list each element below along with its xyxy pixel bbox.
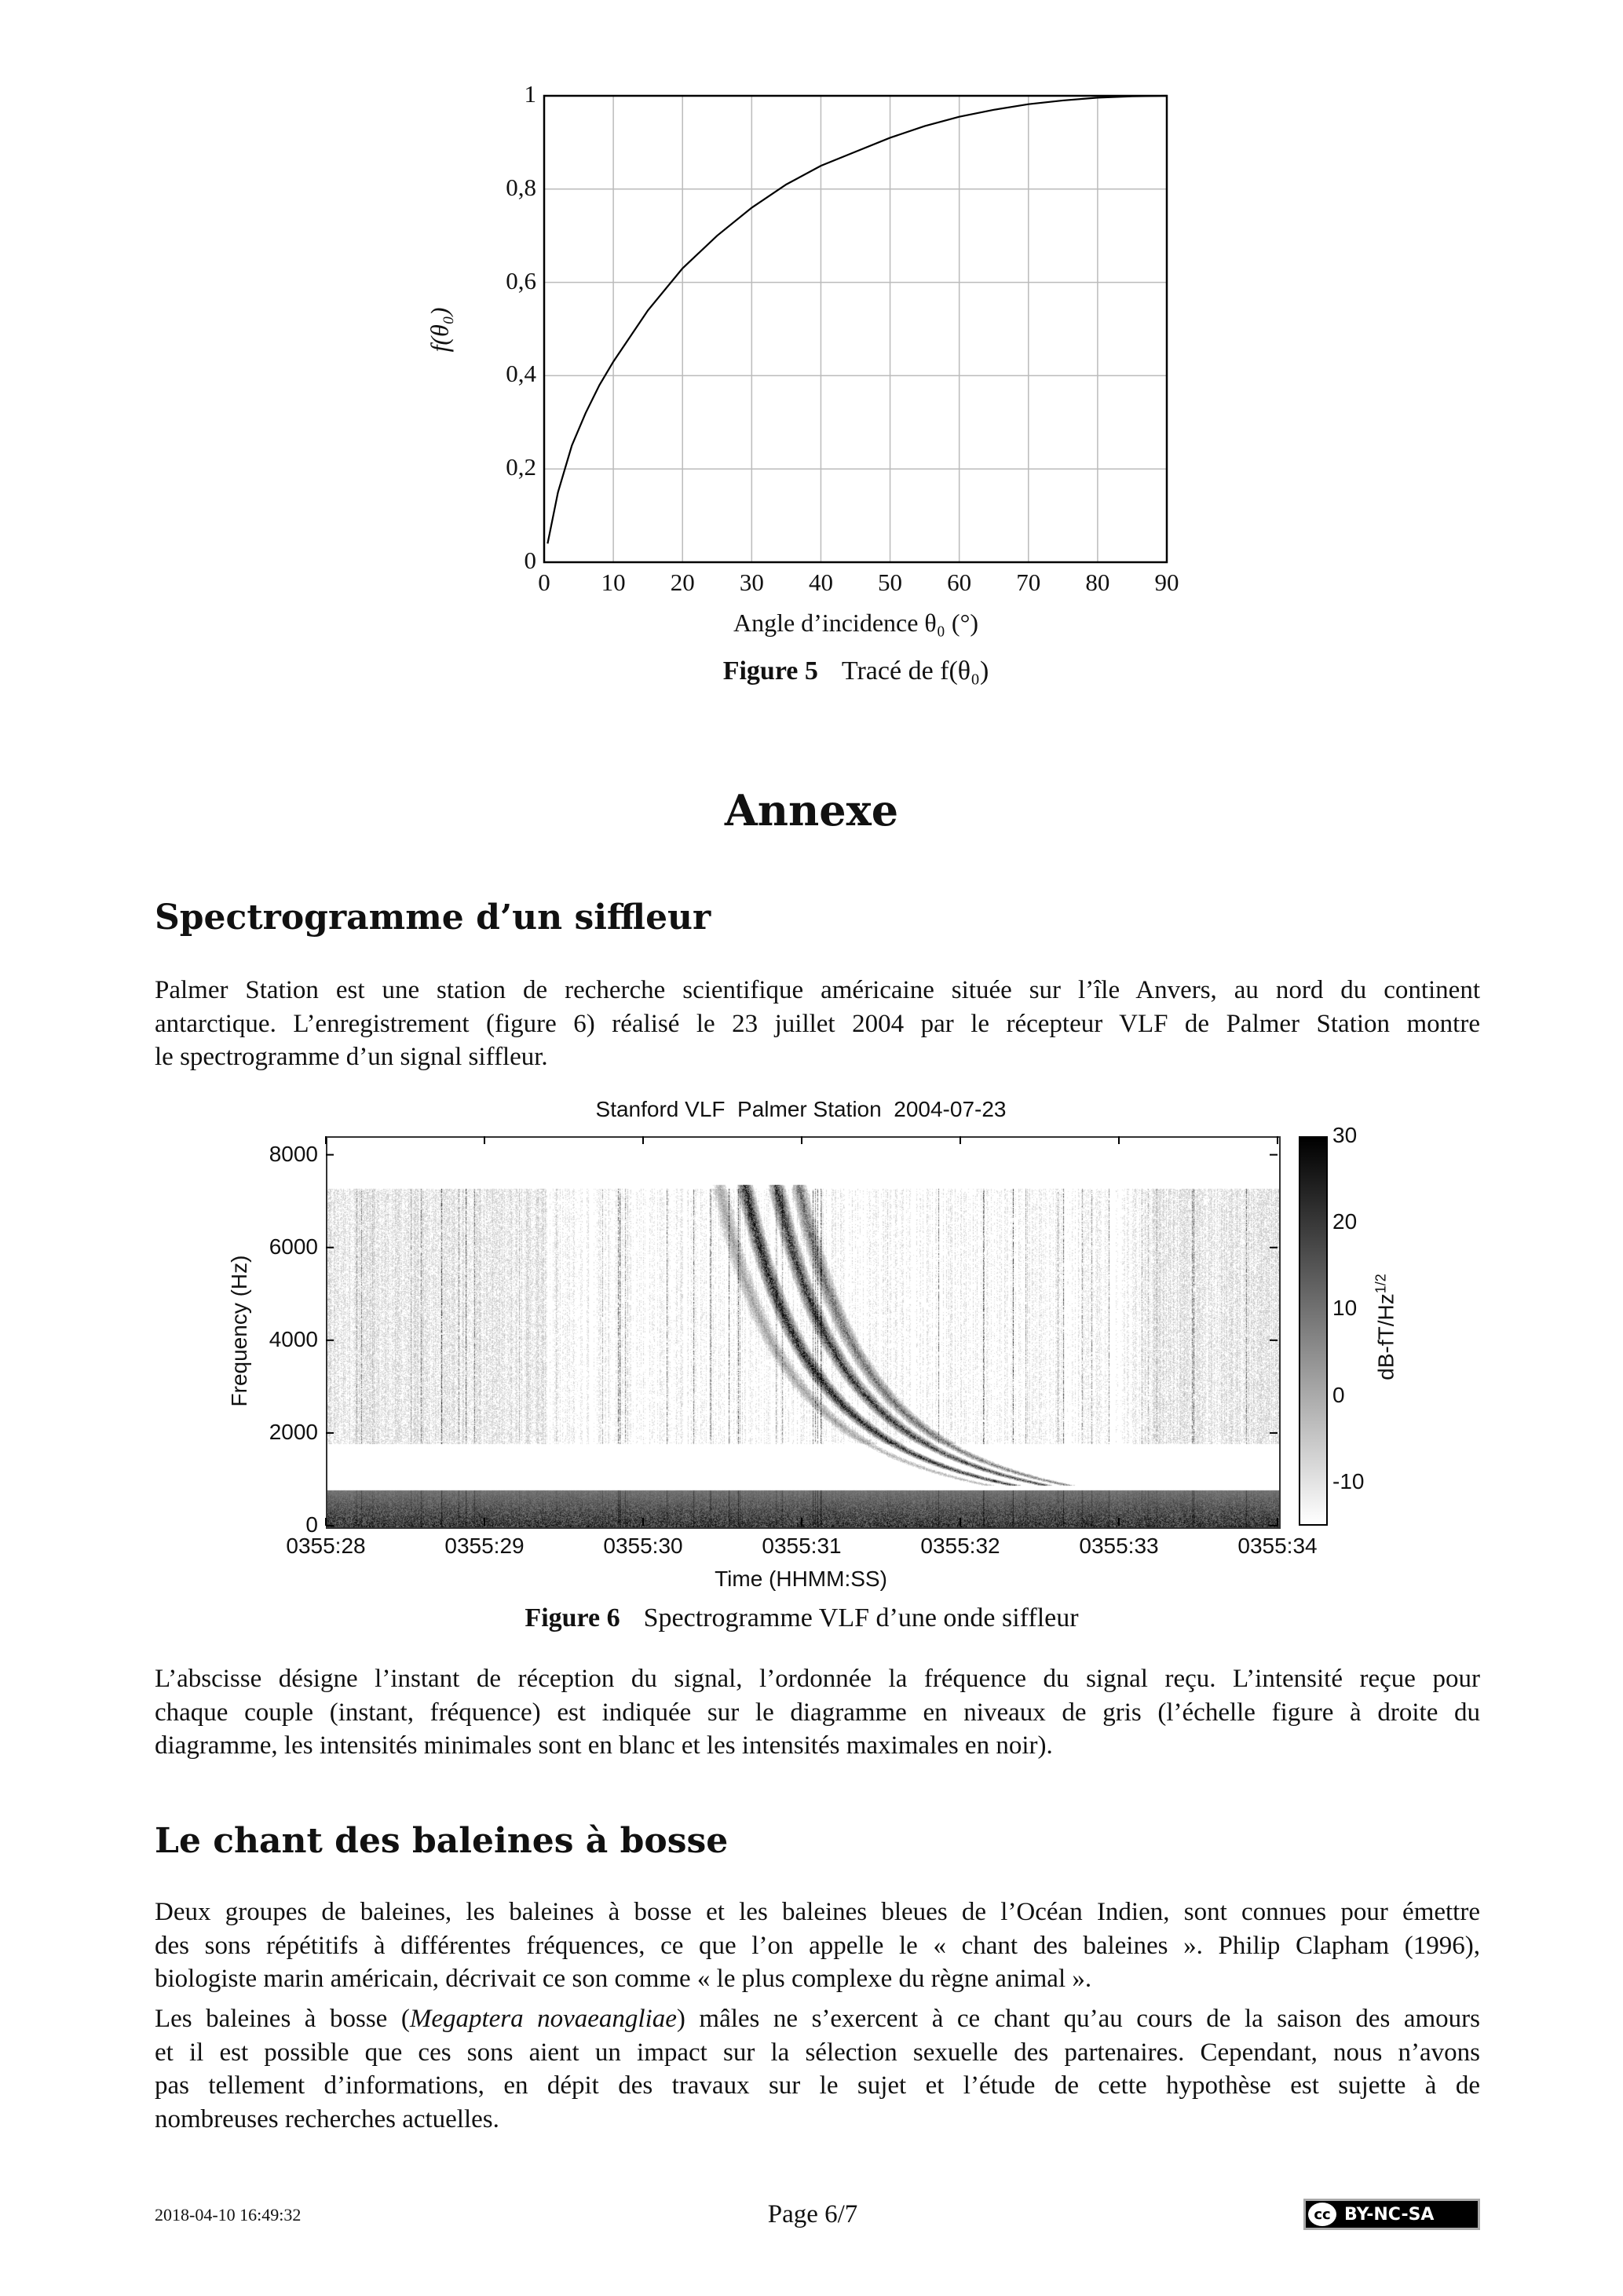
text-line: Deux groupes de baleines, les baleines à bosse et les baleines bleues de l’Océan Indien, sont connues pour émettre — [155, 1898, 1480, 1926]
series-line-f-theta — [547, 96, 1167, 543]
paragraph-abscisse — [155, 1662, 1480, 1763]
y-tick-label: 1 — [524, 80, 536, 108]
x-tick-label: 0355:34 — [1237, 1534, 1318, 1558]
x-tick-label: 70 — [1016, 569, 1041, 596]
caption-text: Spectrogramme VLF d’une onde siffleur — [643, 1603, 1079, 1632]
colorbar-tick-label: -10 — [1332, 1468, 1365, 1493]
colorbar-label-exponent: 1/2 — [1373, 1274, 1389, 1294]
x-tick-label: 0355:30 — [603, 1534, 683, 1558]
paragraph-baleines-1 — [155, 1896, 1480, 1996]
text-line: nombreuses recherches actuelles. — [155, 2104, 499, 2133]
text-line: chaque couple (instant, fréquence) est indiquée sur le diagramme en niveaux de gris (l’échelle figure à droite du — [155, 1698, 1480, 1727]
colorbar-tick-label: 20 — [1332, 1209, 1358, 1234]
page-number: Page 6/7 — [767, 2200, 858, 2228]
text-line: et il est possible que ces sons aient un impact sur la sélection sexuelle des partenaires. Cependant, nous n’avons — [155, 2038, 1480, 2067]
time-axis-label: Time (HHMM:SS) — [715, 1567, 887, 1591]
text-line — [155, 2002, 1480, 2036]
y-tick-label: 6000 — [269, 1234, 318, 1259]
license-badge[interactable] — [1303, 2199, 1480, 2230]
spectrogram-title: Stanford VLF Palmer Station 2004-07-23 — [595, 1097, 1007, 1121]
y-tick-label: 0,6 — [506, 266, 536, 294]
section-title-siffleur: Spectrogramme d’un siffleur — [155, 898, 711, 938]
creative-commons-icon: cc — [1308, 2203, 1336, 2226]
text-segment: ) mâles ne s’exercent à ce chant qu’au cours de la saison des amours — [676, 2005, 1480, 2033]
text-segment: Les baleines à bosse ( — [155, 2005, 410, 2033]
y-axis-label: f(θ₀) — [425, 307, 454, 353]
x-tick-label: 10 — [601, 569, 626, 596]
x-tick-label: 0355:31 — [762, 1534, 842, 1558]
plot-frame — [544, 96, 1167, 562]
x-tick-label: 0355:33 — [1079, 1534, 1159, 1558]
x-tick-label: 80 — [1085, 569, 1110, 596]
license-text: BY-NC-SA — [1344, 2204, 1435, 2225]
colorbar — [1299, 1136, 1328, 1526]
section-title-baleines: Le chant des baleines à bosse — [155, 1821, 729, 1861]
annexe-title: Annexe — [724, 785, 899, 835]
x-tick-label: 30 — [739, 569, 764, 596]
text-line: le spectrogramme d’un signal siffleur. — [155, 1043, 548, 1071]
x-tick-label: 0355:28 — [286, 1534, 366, 1558]
y-tick-label: 0,4 — [506, 360, 536, 388]
y-tick-label: 0,8 — [506, 173, 536, 201]
footer-timestamp: 2018-04-10 16:49:32 — [155, 2205, 302, 2225]
y-tick-label: 2000 — [269, 1419, 318, 1444]
y-tick-label: 4000 — [269, 1326, 318, 1351]
caption-text: Tracé de f(θ₀) — [841, 656, 989, 686]
text-line: biologiste marin américain, décrivait ce son comme « le plus complexe du règne animal ». — [155, 1965, 1092, 1993]
frequency-axis-label: Frequency (Hz) — [227, 1255, 251, 1407]
colorbar-tick-label: 0 — [1332, 1382, 1345, 1407]
y-tick-label: 0 — [524, 547, 536, 574]
colorbar-tick-label: 30 — [1332, 1123, 1358, 1147]
figure-5-caption — [542, 656, 1170, 686]
text-line: des sons répétitifs à différentes fréquences, ce que l’on appelle le « chant des baleines ». Philip Clapham (1996), — [155, 1931, 1480, 1960]
x-tick-label: 20 — [670, 569, 695, 596]
colorbar-label — [1373, 1274, 1398, 1380]
text-line: diagramme, les intensités minimales sont en blanc et les intensités maximales en noir). — [155, 1731, 1053, 1760]
paragraph-baleines-2 — [155, 2002, 1480, 2136]
x-tick-label: 0355:29 — [444, 1534, 525, 1558]
x-tick-label: 0355:32 — [920, 1534, 1000, 1558]
x-tick-label: 50 — [878, 569, 903, 596]
text-line: Palmer Station est une station de recherche scientifique américaine située sur l’île Anvers, au nord du continent — [155, 976, 1480, 1004]
text-line: pas tellement d’informations, en dépit des travaux sur le sujet et l’étude de cette hypothèse est sujette à de — [155, 2071, 1480, 2100]
x-tick-label: 40 — [808, 569, 833, 596]
x-tick-label: 60 — [947, 569, 972, 596]
text-line: antarctique. L’enregistrement (figure 6) réalisé le 23 juillet 2004 par le récepteur VLF de Palmer Station montre — [155, 1009, 1480, 1038]
y-tick-label: 8000 — [269, 1141, 318, 1166]
colorbar-label-text: dB-fT/Hz — [1373, 1293, 1398, 1380]
colorbar-tick-label: 10 — [1332, 1296, 1358, 1321]
species-name: Megaptera novaeangliae — [409, 2005, 677, 2033]
paragraph-palmer-station — [155, 974, 1480, 1074]
y-tick-label: 0,2 — [506, 453, 536, 481]
y-tick-label: 0 — [305, 1512, 318, 1537]
figure-6-caption — [326, 1603, 1278, 1633]
x-tick-label: 90 — [1154, 569, 1179, 596]
x-axis-label: Angle d’incidence θ₀ (°) — [733, 609, 979, 637]
text-line: L’abscisse désigne l’instant de réception du signal, l’ordonnée la fréquence du signal reçu. L’intensité reçue pour — [155, 1665, 1480, 1693]
caption-label: Figure 6 — [525, 1603, 620, 1632]
figure-5-plot — [0, 0, 1623, 707]
caption-label: Figure 5 — [722, 656, 818, 686]
x-tick-label: 0 — [538, 569, 550, 596]
